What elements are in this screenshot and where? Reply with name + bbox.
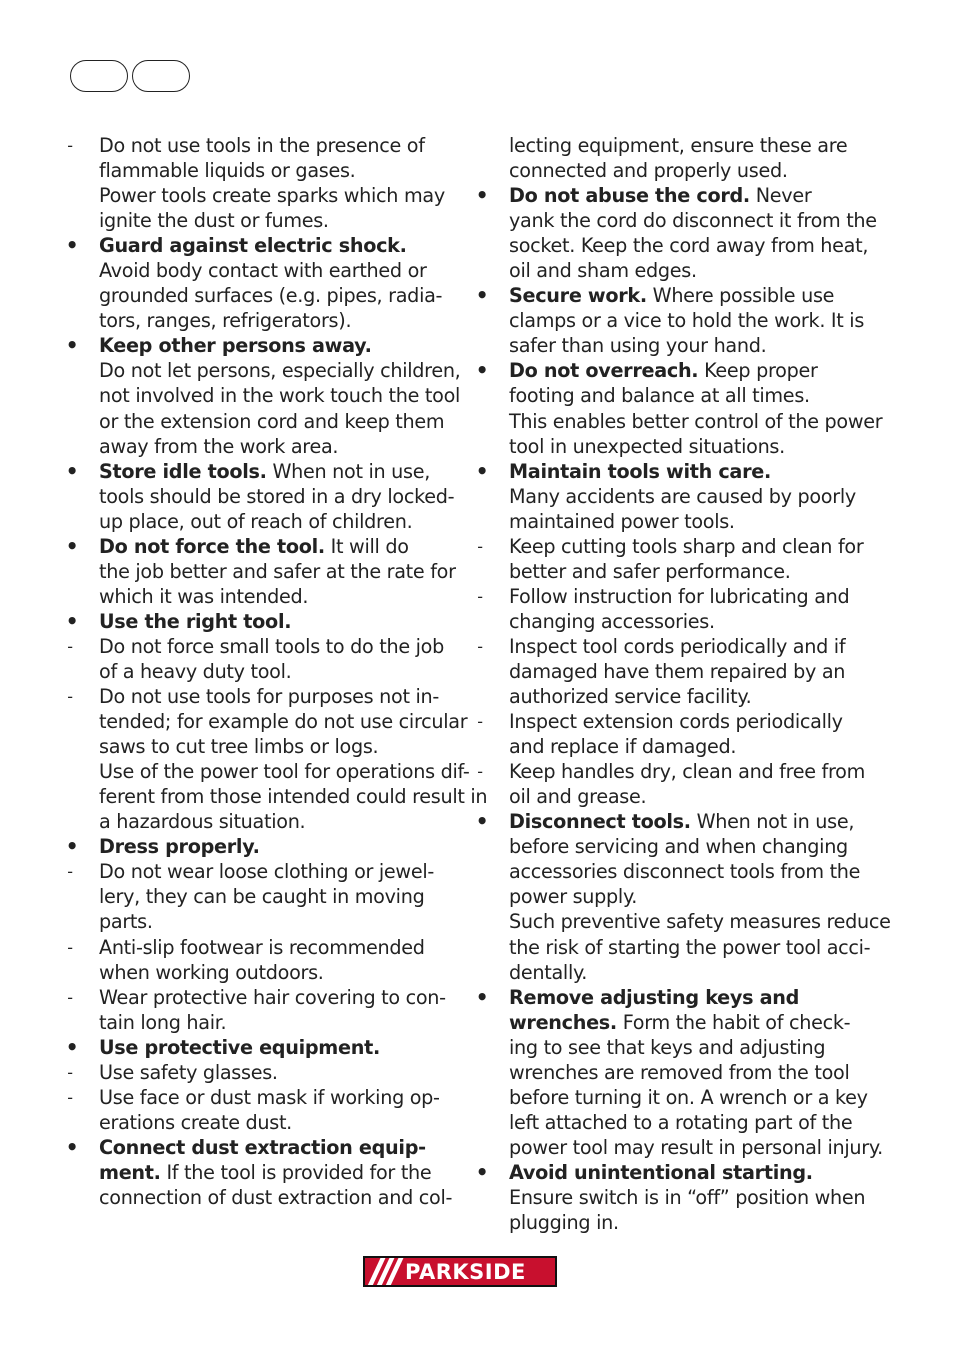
- line-text: oil and grease.: [509, 785, 647, 809]
- line-text: left attached to a rotating part of the: [509, 1110, 853, 1134]
- language-tab-1: [70, 60, 128, 92]
- text-line: [470, 709, 850, 734]
- logo-slashes-icon: [365, 1258, 405, 1285]
- line-text: dentally.: [509, 960, 588, 984]
- text-line: [470, 459, 850, 484]
- line-text: clamps or a vice to hold the work. It is: [509, 309, 865, 333]
- text-line: [470, 1010, 850, 1035]
- text-line: [60, 358, 461, 383]
- line-text: tools should be stored in a dry locked-: [99, 484, 455, 508]
- text-line: [60, 684, 440, 709]
- text-line: [60, 734, 440, 759]
- text-line: [60, 133, 440, 158]
- text-line: [60, 1160, 440, 1185]
- text-line: [60, 1010, 440, 1035]
- text-line: [470, 1035, 850, 1060]
- line-text: which it was intended.: [99, 584, 309, 608]
- language-tabs: [70, 60, 190, 92]
- text-line: [60, 834, 440, 859]
- text-line: [470, 383, 850, 408]
- logo-name: PARKSIDE: [405, 1259, 526, 1284]
- bold-heading: Use the right tool.: [99, 609, 292, 633]
- text-line: [470, 909, 891, 934]
- line-text: the job better and safer at the rate for: [99, 559, 456, 583]
- text-line: [60, 308, 440, 333]
- line-text: the risk of starting the power tool acci-: [509, 935, 871, 959]
- line-text: If the tool is provided for the: [160, 1160, 432, 1184]
- dash-marker: -: [67, 862, 73, 882]
- right-column: [470, 133, 891, 1235]
- line-text: or the extension cord and keep them: [99, 409, 445, 433]
- bullet-marker: •: [65, 608, 79, 633]
- line-text: before servicing and when changing: [509, 835, 848, 859]
- line-text: Never: [749, 184, 812, 208]
- line-text: changing accessories.: [509, 609, 715, 633]
- bullet-marker: •: [475, 458, 489, 483]
- bullet-marker: •: [65, 333, 79, 358]
- line-text: tool in unexpected situations.: [509, 434, 785, 458]
- text-line: [470, 1185, 866, 1210]
- bullet-marker: •: [65, 1034, 79, 1059]
- text-line: [470, 434, 850, 459]
- line-text: connection of dust extraction and col-: [99, 1185, 453, 1209]
- line-text: Do not wear loose clothing or jewel-: [99, 860, 434, 884]
- bullet-marker: •: [475, 984, 489, 1009]
- text-line: [60, 333, 440, 358]
- text-line: [470, 509, 850, 534]
- line-text: oil and sham edges.: [509, 259, 697, 283]
- text-line: [60, 784, 488, 809]
- line-text: power tool may result in personal injury.: [509, 1135, 883, 1159]
- text-line: [470, 183, 850, 208]
- line-text: Inspect tool cords periodically and if: [509, 634, 846, 658]
- bold-heading: Maintain tools with care.: [509, 459, 771, 483]
- dash-marker: -: [477, 536, 483, 556]
- line-text: when working outdoors.: [99, 960, 324, 984]
- bullet-marker: •: [475, 358, 489, 383]
- text-line: [470, 208, 877, 233]
- line-text: damaged have them repaired by an: [509, 659, 846, 683]
- line-text: maintained power tools.: [509, 509, 735, 533]
- text-line: [60, 409, 445, 434]
- bullet-marker: •: [475, 283, 489, 308]
- text-line: [60, 158, 440, 183]
- line-text: Wear protective hair covering to con-: [99, 985, 446, 1009]
- text-line: [470, 734, 850, 759]
- line-text: a hazardous situation.: [99, 810, 306, 834]
- line-text: yank the cord do disconnect it from the: [509, 209, 877, 233]
- text-line: [470, 534, 864, 559]
- line-text: Keep proper: [698, 359, 818, 383]
- line-text: of a heavy duty tool.: [99, 659, 292, 683]
- line-text: not involved in the work touch the tool: [99, 384, 461, 408]
- bullet-marker: •: [65, 1134, 79, 1159]
- text-line: [60, 534, 440, 559]
- text-line: [470, 684, 850, 709]
- text-line: [60, 935, 440, 960]
- text-line: [60, 659, 440, 684]
- line-text: power supply.: [509, 885, 638, 909]
- line-text: erations create dust.: [99, 1110, 292, 1134]
- text-line: [60, 634, 445, 659]
- line-text: It will do: [324, 534, 409, 558]
- bullet-marker: •: [475, 1159, 489, 1184]
- text-line: [60, 283, 443, 308]
- line-text: flammable liquids or gases.: [99, 159, 356, 183]
- line-text: tended; for example do not use circular: [99, 710, 468, 734]
- bold-heading: Avoid unintentional starting.: [509, 1160, 813, 1184]
- line-text: lery, they can be caught in moving: [99, 885, 425, 909]
- dash-marker: -: [477, 636, 483, 656]
- text-line: [470, 634, 850, 659]
- text-line: [60, 809, 440, 834]
- dash-marker: -: [67, 636, 73, 656]
- text-line: [470, 1210, 850, 1235]
- text-line: [60, 1185, 453, 1210]
- bold-heading: Connect dust extraction equip-: [99, 1135, 426, 1159]
- line-text: ignite the dust or fumes.: [99, 209, 329, 233]
- line-text: Form the habit of check-: [616, 1010, 851, 1034]
- text-line: [470, 158, 850, 183]
- line-text: tain long hair.: [99, 1010, 227, 1034]
- dash-marker: -: [477, 762, 483, 782]
- bold-heading: Disconnect tools.: [509, 810, 691, 834]
- line-text: ing to see that keys and adjusting: [509, 1035, 826, 1059]
- text-line: [470, 358, 850, 383]
- text-line: [470, 484, 856, 509]
- bold-heading: Guard against electric shock.: [99, 234, 407, 258]
- bold-heading: Do not overreach.: [509, 359, 699, 383]
- text-line: [60, 509, 440, 534]
- bold-heading: Store idle tools.: [99, 459, 267, 483]
- line-text: up place, out of reach of children.: [99, 509, 413, 533]
- line-text: accessories disconnect tools from the: [509, 860, 861, 884]
- bullet-marker: •: [65, 458, 79, 483]
- text-line: [470, 584, 850, 609]
- line-text: Such preventive safety measures reduce: [509, 910, 891, 934]
- language-tab-2: [132, 60, 190, 92]
- text-line: [470, 233, 869, 258]
- text-line: [60, 1085, 440, 1110]
- line-text: away from the work area.: [99, 434, 339, 458]
- line-text: Keep handles dry, clean and free from: [509, 760, 866, 784]
- text-line: [470, 1060, 850, 1085]
- text-line: [60, 709, 468, 734]
- text-line: [470, 409, 883, 434]
- text-line: [470, 834, 850, 859]
- bullet-marker: •: [475, 183, 489, 208]
- text-line: [470, 960, 850, 985]
- line-text: Where possible use: [646, 284, 835, 308]
- bold-heading: Do not force the tool.: [99, 534, 325, 558]
- text-line: [470, 333, 850, 358]
- text-line: [60, 909, 440, 934]
- text-line: [60, 1035, 440, 1060]
- text-line: [470, 809, 855, 834]
- line-text: better and safer performance.: [509, 559, 791, 583]
- text-line: [60, 609, 440, 634]
- line-text: Ensure switch is in “off” position when: [509, 1185, 866, 1209]
- dash-marker: -: [67, 937, 73, 957]
- bold-heading: Secure work.: [509, 284, 647, 308]
- text-line: [470, 859, 861, 884]
- bullet-marker: •: [65, 533, 79, 558]
- line-text: Power tools create sparks which may: [99, 184, 445, 208]
- text-line: [60, 1060, 440, 1085]
- text-line: [60, 183, 445, 208]
- text-line: [60, 434, 440, 459]
- text-line: [60, 208, 440, 233]
- dash-marker: -: [67, 687, 73, 707]
- line-text: When not in use,: [690, 810, 855, 834]
- line-text: Many accidents are caused by poorly: [509, 484, 856, 508]
- line-text: Keep cutting tools sharp and clean for: [509, 534, 864, 558]
- dash-marker: -: [67, 1062, 73, 1082]
- bold-heading: Do not abuse the cord.: [509, 184, 750, 208]
- line-text: parts.: [99, 910, 153, 934]
- text-line: [470, 258, 850, 283]
- dash-marker: -: [477, 586, 483, 606]
- text-line: [470, 1085, 868, 1110]
- text-line: [60, 559, 456, 584]
- text-line: [60, 233, 440, 258]
- line-text: wrenches are removed from the tool: [509, 1060, 850, 1084]
- line-text: ferent from those intended could result in: [99, 785, 488, 809]
- line-text: grounded surfaces (e.g. pipes, radia-: [99, 284, 443, 308]
- line-text: connected and properly used.: [509, 159, 788, 183]
- text-line: [470, 609, 850, 634]
- text-line: [470, 1160, 850, 1185]
- text-line: [470, 985, 850, 1010]
- text-line: [60, 484, 455, 509]
- line-text: footing and balance at all times.: [509, 384, 810, 408]
- text-line: [60, 383, 461, 408]
- text-line: [470, 1110, 853, 1135]
- dash-marker: -: [67, 1087, 73, 1107]
- line-text: When not in use,: [266, 459, 431, 483]
- text-line: [60, 884, 440, 909]
- text-line: [60, 584, 440, 609]
- text-line: [470, 784, 850, 809]
- line-text: Do not let persons, especially children,: [99, 359, 461, 383]
- bold-heading: wrenches.: [509, 1010, 617, 1034]
- bold-heading: Use protective equipment.: [99, 1035, 380, 1059]
- line-text: and replace if damaged.: [509, 735, 737, 759]
- text-line: [470, 659, 850, 684]
- line-text: Inspect extension cords periodically: [509, 710, 843, 734]
- text-line: [470, 1135, 883, 1160]
- bold-heading: Dress properly.: [99, 835, 260, 859]
- bold-heading: ment.: [99, 1160, 161, 1184]
- line-text: saws to cut tree limbs or logs.: [99, 735, 379, 759]
- bullet-marker: •: [475, 809, 489, 834]
- line-text: Avoid body contact with earthed or: [99, 259, 427, 283]
- line-text: Do not force small tools to do the job: [99, 634, 445, 658]
- line-text: This enables better control of the power: [509, 409, 883, 433]
- bullet-marker: •: [65, 834, 79, 859]
- line-text: Do not use tools in the presence of: [99, 134, 425, 157]
- line-text: socket. Keep the cord away from heat,: [509, 234, 869, 258]
- text-line: [60, 759, 470, 784]
- text-line: [60, 258, 440, 283]
- dash-marker: -: [67, 136, 73, 155]
- line-text: tors, ranges, refrigerators).: [99, 309, 352, 333]
- text-line: [470, 559, 850, 584]
- text-line: [60, 1110, 440, 1135]
- bold-heading: Remove adjusting keys and: [509, 985, 800, 1009]
- line-text: authorized service facility.: [509, 685, 752, 709]
- text-line: [470, 884, 850, 909]
- line-text: before turning it on. A wrench or a key: [509, 1085, 868, 1109]
- text-line: [60, 985, 446, 1010]
- line-text: Use face or dust mask if working op-: [99, 1085, 440, 1109]
- text-line: [470, 283, 850, 308]
- line-text: lecting equipment, ensure these are: [509, 134, 848, 157]
- bullet-marker: •: [65, 233, 79, 258]
- line-text: Use safety glasses.: [99, 1060, 278, 1084]
- line-text: plugging in.: [509, 1211, 619, 1235]
- parkside-logo: [363, 1256, 557, 1287]
- bold-heading: Keep other persons away.: [99, 334, 372, 358]
- text-line: [60, 459, 440, 484]
- text-line: [470, 759, 866, 784]
- dash-marker: -: [477, 712, 483, 732]
- text-line: [60, 1135, 440, 1160]
- line-text: Anti-slip footwear is recommended: [99, 935, 425, 959]
- line-text: Follow instruction for lubricating and: [509, 584, 850, 608]
- left-column: [60, 133, 488, 1210]
- text-line: [470, 308, 865, 333]
- text-line: [60, 859, 440, 884]
- line-text: Use of the power tool for operations dif-: [99, 760, 470, 784]
- text-line: [470, 935, 871, 960]
- line-text: safer than using your hand.: [509, 334, 767, 358]
- text-line: [60, 960, 440, 985]
- dash-marker: -: [67, 987, 73, 1007]
- text-line: [470, 133, 850, 158]
- line-text: Do not use tools for purposes not in-: [99, 685, 439, 709]
